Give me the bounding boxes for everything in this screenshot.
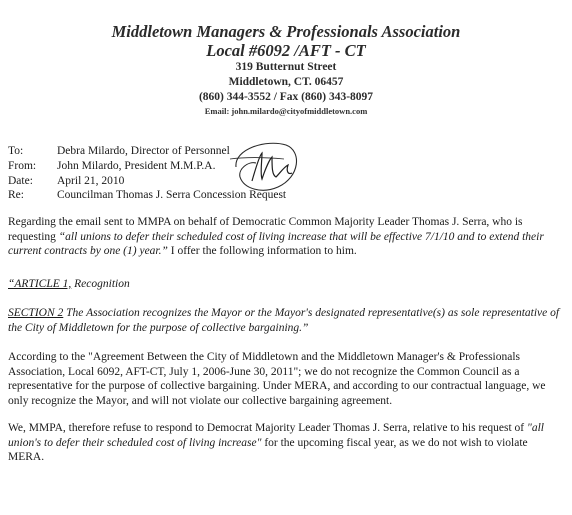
refusal-text: We, MMPA, therefore refuse to respond to Democrat Majority Leader Thomas J. Serra, relative to his request of [8, 422, 527, 434]
agreement-text: According to the "Agreement Between the City of Middletown and the Middletown Manager's & Professionals Association, Local 6092, AFT-CT, July 1, 2006-June 30, 2011"; we do not recognize the Common Council as a representative for the purpose of collective bargaining. Under MERA, and according to our contractual language, we only recognize the Mayor, and will not violate our collective bargaining agreement. [8, 351, 546, 407]
local-number: Local #6092 /AFT - CT [206, 41, 366, 60]
section-label: SECTION 2 [8, 307, 64, 319]
paragraph-refusal [8, 421, 564, 465]
memo-to-value: Debra Milardo, Director of Personnel [57, 145, 230, 157]
signature-mark [226, 137, 304, 199]
city-address: Middletown, CT. 06457 [228, 76, 344, 88]
memo-re-label: Re: [8, 189, 24, 202]
section-paragraph [8, 306, 564, 335]
organization-name: Middletown Managers & Professionals Association [111, 22, 461, 41]
memo-from-value: John Milardo, President M.M.P.A. [57, 159, 216, 172]
memo-date-label: Date: [8, 174, 33, 187]
intro-closing: I offer the following information to him. [167, 245, 357, 257]
intro-text: Regarding the email sent to MMPA on behalf of Democratic Common Majority Leader Thomas J. Serra, who is requesting [8, 216, 523, 243]
refusal-quote: "all union's to defer their scheduled cost of living increase" [8, 422, 544, 449]
section-text: The Association recognizes the Mayor or the Mayor's designated representative(s) as sole representative of the City of Middletown for the purpose of collective bargaining.” [8, 307, 560, 334]
article-label: “ARTICLE 1, [8, 278, 72, 290]
email-address: Email: john.milardo@cityofmiddletown.com [204, 106, 368, 116]
paragraph-agreement [8, 350, 564, 408]
phone-fax: (860) 344-3552 / Fax (860) 343-8097 [198, 91, 374, 103]
letterhead [0, 22, 572, 118]
memo-re-value: Councilman Thomas J. Serra Concession Request [57, 189, 287, 202]
article-title: Recognition [71, 278, 130, 290]
intro-quote: “all unions to defer their scheduled cost of living increase that will be effective 7/1/10 and to extend their current contracts by one (1) year.” [8, 230, 544, 257]
street-address: 319 Butternut Street [235, 61, 337, 73]
paragraph-intro [8, 215, 564, 259]
memo-to-label: To: [8, 145, 24, 157]
memo-from-label: From: [8, 159, 37, 172]
refusal-closing: for the upcoming fiscal year, as we do not wish to violate MERA. [8, 436, 528, 463]
article-heading [8, 277, 564, 292]
memo-date-value: April 21, 2010 [57, 174, 125, 187]
